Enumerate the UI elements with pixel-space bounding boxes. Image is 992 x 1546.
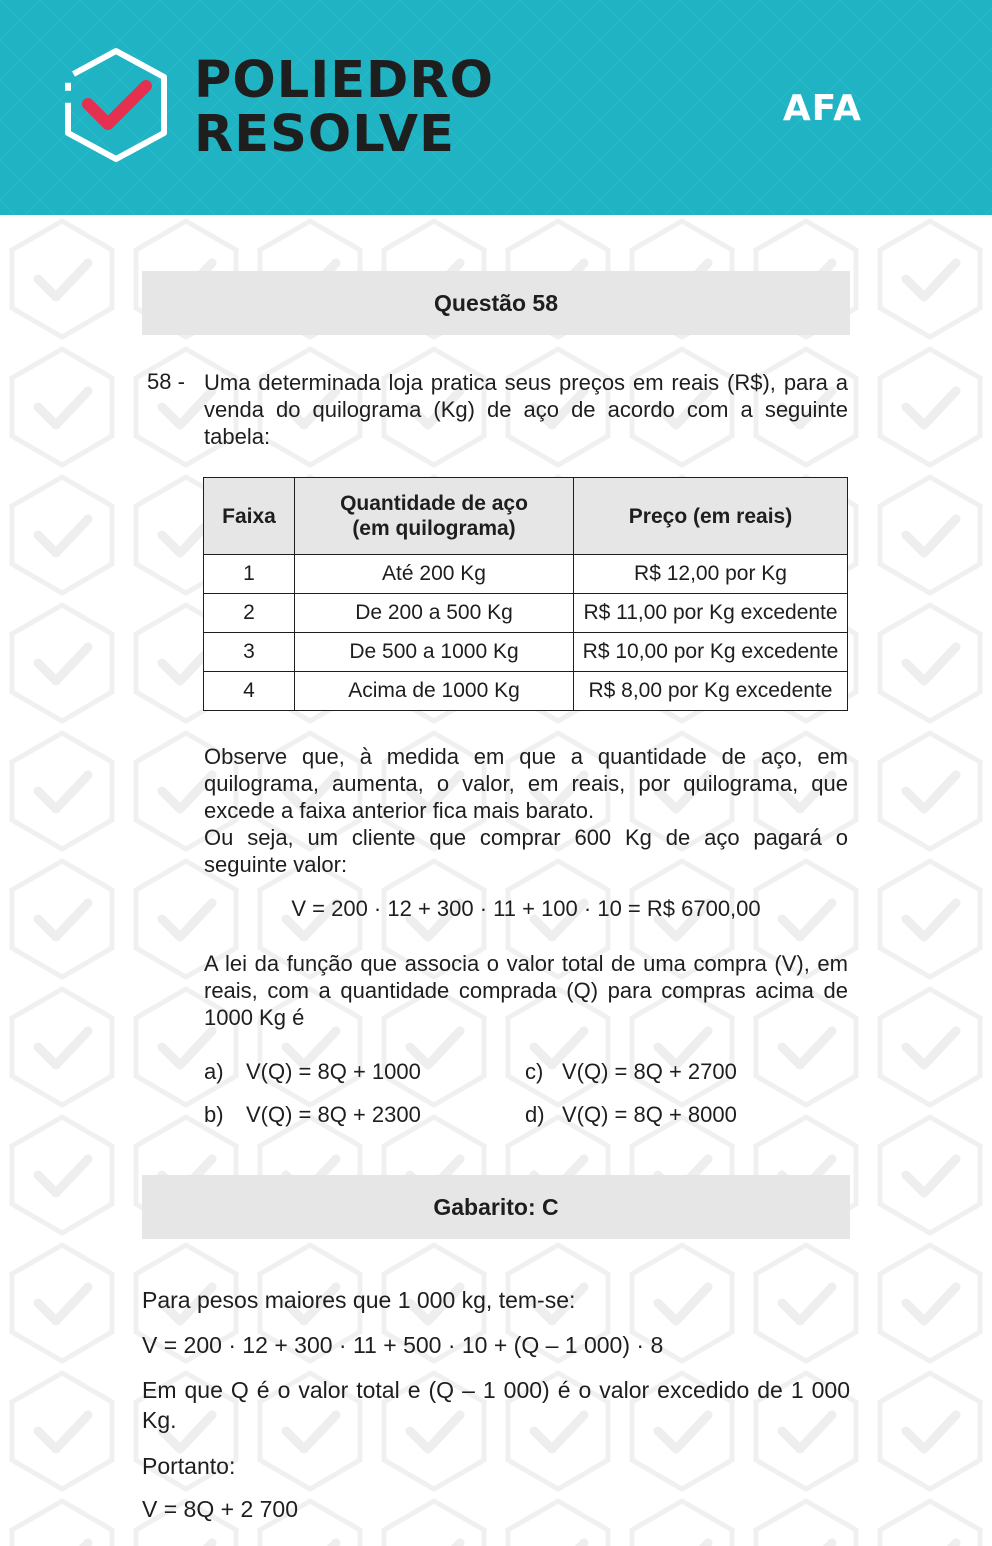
solution-line-4: Portanto:: [142, 1453, 236, 1479]
option-a[interactable]: [204, 1059, 421, 1085]
option-letter: d): [525, 1102, 545, 1127]
answer-title: Gabarito: C: [433, 1193, 559, 1220]
option-c[interactable]: [525, 1059, 737, 1085]
solution-line-5: V = 8Q + 2 700: [142, 1496, 299, 1522]
exam-name: AFA: [782, 88, 862, 129]
table-header-preco: Preço (em reais): [574, 478, 848, 555]
table-cell: 1: [204, 555, 295, 594]
question-number: 58 -: [147, 369, 185, 394]
header-banner: [0, 0, 992, 215]
table-cell: 2: [204, 594, 295, 633]
table-cell: R$ 11,00 por Kg excedente: [574, 594, 848, 633]
solution-line-3: Em que Q é o valor total e (Q – 1 000) é o valor excedido de 1 000 Kg.: [142, 1377, 850, 1433]
table-cell: R$ 10,00 por Kg excedente: [574, 633, 848, 672]
observation-paragraph: Observe que, à medida em que a quantidade de aço, em quilograma, aumenta, o valor, em reais, por quilograma, que excede a faixa anterior fica mais barato.: [204, 744, 848, 823]
table-cell: Até 200 Kg: [295, 555, 574, 594]
table-row: [204, 633, 848, 672]
option-letter: b): [204, 1102, 224, 1127]
table-cell: De 200 a 500 Kg: [295, 594, 574, 633]
table-header-quantidade: Quantidade de aço (em quilograma): [295, 478, 574, 555]
solution-line-1: Para pesos maiores que 1 000 kg, tem-se:: [142, 1287, 576, 1313]
question-prompt: A lei da função que associa o valor total de uma compra (V), em reais, com a quantidade comprada (Q) para compras acima de 1000 Kg é: [204, 951, 848, 1030]
answer-bar: [142, 1175, 850, 1239]
table-cell: 4: [204, 672, 295, 711]
observation-text: [204, 743, 848, 878]
table-row: [204, 555, 848, 594]
option-d[interactable]: [525, 1102, 737, 1128]
option-b[interactable]: [204, 1102, 421, 1128]
logo-line-2: RESOLVE: [194, 105, 455, 164]
question-title: Questão 58: [434, 289, 558, 316]
option-letter: a): [204, 1059, 224, 1084]
option-text: V(Q) = 8Q + 2700: [562, 1059, 737, 1084]
example-paragraph: Ou seja, um cliente que comprar 600 Kg de aço pagará o seguinte valor:: [204, 825, 848, 877]
logo-line-1: POLIEDRO: [194, 51, 495, 110]
question-title-bar: [142, 271, 850, 335]
solution-line-2: V = 200 · 12 + 300 · 11 + 500 · 10 + (Q – 1 000) · 8: [142, 1332, 664, 1358]
table-cell: De 500 a 1000 Kg: [295, 633, 574, 672]
table-row: [204, 594, 848, 633]
table-header-row: [204, 478, 848, 555]
question-statement: Uma determinada loja pratica seus preços em reais (R$), para a venda do quilograma (Kg) de aço de acordo com a seguinte tabela:: [204, 370, 848, 449]
table-row: [204, 672, 848, 711]
example-formula: V = 200 · 12 + 300 · 11 + 100 · 10 = R$ 6700,00: [291, 896, 761, 921]
table-cell: R$ 12,00 por Kg: [574, 555, 848, 594]
price-table: [203, 477, 848, 711]
table-cell: Acima de 1000 Kg: [295, 672, 574, 711]
checkmark-logo-icon: [60, 46, 172, 164]
option-letter: c): [525, 1059, 544, 1084]
table-cell: R$ 8,00 por Kg excedente: [574, 672, 848, 711]
option-text: V(Q) = 8Q + 2300: [246, 1102, 421, 1127]
table-cell: 3: [204, 633, 295, 672]
brand-logo-text: [194, 51, 495, 164]
option-text: V(Q) = 8Q + 8000: [562, 1102, 737, 1127]
table-header-faixa: Faixa: [204, 478, 295, 555]
option-text: V(Q) = 8Q + 1000: [246, 1059, 421, 1084]
